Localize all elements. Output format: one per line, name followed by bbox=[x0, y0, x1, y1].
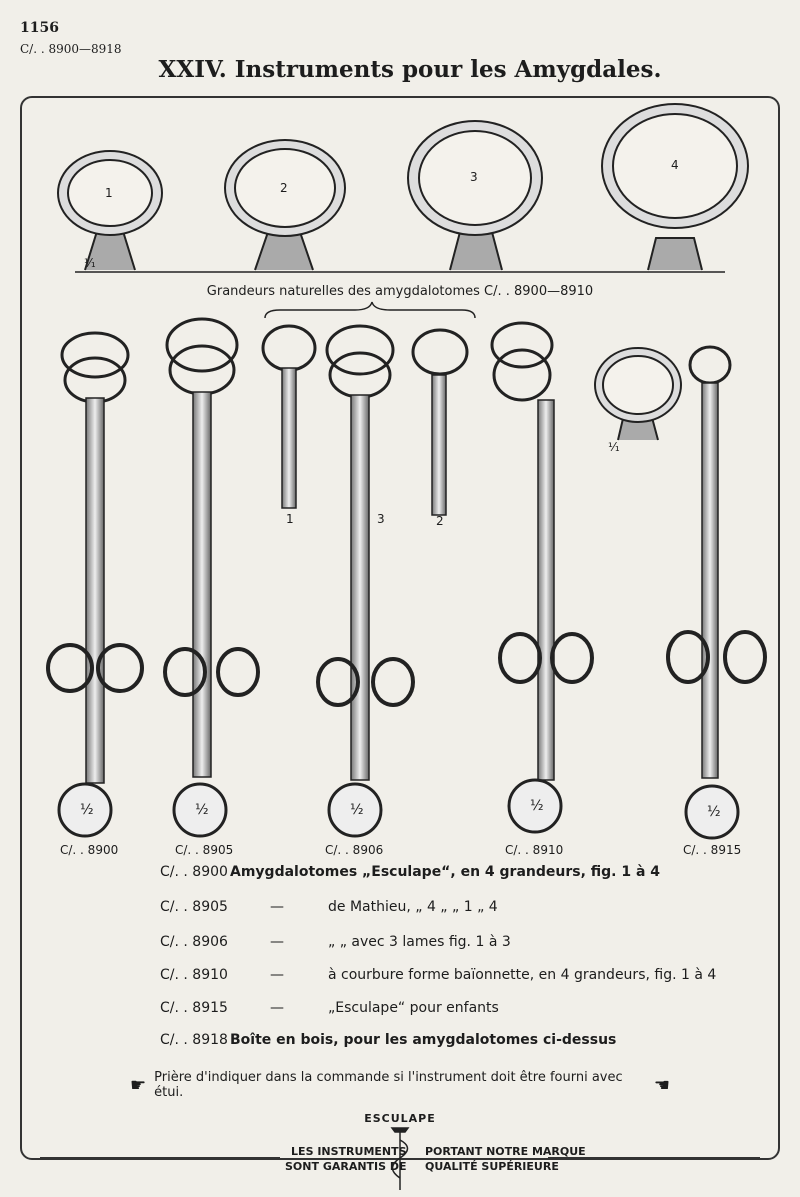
item-description: Amygdalotomes „Esculape“, en 4 grandeurs, fig. 1 à 4 bbox=[230, 864, 661, 880]
blade-label-2: 2 bbox=[436, 514, 444, 528]
blade-small-1 bbox=[263, 326, 315, 508]
blade-figure-2 bbox=[225, 140, 345, 270]
order-note bbox=[130, 1070, 670, 1100]
item-description: à courbure forme baïonnette, en 4 grandeurs, fig. 1 à 4 bbox=[328, 967, 717, 983]
page-title: XXIV. Instruments pour les Amygdales. bbox=[158, 56, 662, 83]
half-mark: ½ bbox=[350, 802, 364, 818]
item-code: C/. . 8900 bbox=[160, 864, 228, 880]
instrument-8905 bbox=[165, 319, 258, 836]
figure-label-3: 3 bbox=[470, 170, 478, 184]
item-description: „Esculape“ pour enfants bbox=[328, 1000, 499, 1016]
scale-label: ¹⁄₁ bbox=[84, 256, 96, 270]
instrument-8915 bbox=[668, 347, 765, 838]
footer-left-line-2: SONT GARANTIS DE bbox=[285, 1160, 407, 1173]
blade-figure-4 bbox=[602, 104, 748, 270]
footer-guarantee-right bbox=[425, 1144, 586, 1174]
figure-label-4: 4 bbox=[671, 158, 679, 172]
blade-small-2 bbox=[413, 330, 467, 515]
blade-label-1: 1 bbox=[286, 512, 294, 526]
brace bbox=[265, 302, 475, 318]
figure-label-1: 1 bbox=[105, 186, 113, 200]
blade-label-3: 3 bbox=[377, 512, 385, 526]
item-dash: — bbox=[270, 1000, 284, 1016]
item-code: C/. . 8918 bbox=[160, 1032, 228, 1048]
item-description: de Mathieu, „ 4 „ „ 1 „ 4 bbox=[328, 899, 498, 915]
item-description: „ „ avec 3 lames fig. 1 à 3 bbox=[328, 934, 511, 950]
item-code: C/. . 8910 bbox=[160, 967, 228, 983]
footer-right-line-1: PORTANT NOTRE MARQUE bbox=[425, 1145, 586, 1158]
pointing-hand-icon: ☚ bbox=[653, 1074, 670, 1096]
instrument-label-8910: C/. . 8910 bbox=[505, 843, 564, 857]
figure-label-2: 2 bbox=[280, 181, 288, 195]
item-dash: — bbox=[270, 899, 284, 915]
instrument-8900 bbox=[48, 333, 142, 836]
half-mark: ½ bbox=[195, 802, 209, 818]
catalog-range: C/. . 8900—8918 bbox=[20, 42, 122, 56]
item-description: Boîte en bois, pour les amygdalotomes ci-dessus bbox=[230, 1032, 617, 1048]
blade-figure-3 bbox=[408, 121, 542, 270]
instrument-8910 bbox=[492, 323, 592, 832]
instrument-label-8905: C/. . 8905 bbox=[175, 843, 234, 857]
item-code: C/. . 8915 bbox=[160, 1000, 228, 1016]
order-note-text: Prière d'indiquer dans la commande si l'instrument doit être fourni avec étui. bbox=[154, 1070, 623, 1100]
blade-figure-small bbox=[595, 348, 681, 440]
page-number: 1156 bbox=[20, 20, 59, 36]
half-mark: ½ bbox=[80, 802, 94, 818]
instrument-label-8906: C/. . 8906 bbox=[325, 843, 384, 857]
item-dash: — bbox=[270, 967, 284, 983]
brand-name: ESCULAPE bbox=[364, 1112, 436, 1125]
small-scale-label: ¹⁄₁ bbox=[608, 440, 620, 454]
item-dash: — bbox=[270, 934, 284, 950]
half-mark: ½ bbox=[530, 798, 544, 814]
footer-right-line-2: QUALITÉ SUPÉRIEURE bbox=[425, 1160, 559, 1173]
sizes-caption: Grandeurs naturelles des amygdalotomes C/. . 8900—8910 bbox=[206, 284, 594, 299]
instrument-8906 bbox=[318, 326, 413, 836]
instrument-label-8915: C/. . 8915 bbox=[683, 843, 742, 857]
item-code: C/. . 8905 bbox=[160, 899, 228, 915]
pointing-hand-icon: ☛ bbox=[130, 1074, 147, 1096]
blade-figure-1 bbox=[58, 151, 162, 270]
item-code: C/. . 8906 bbox=[160, 934, 228, 950]
footer-guarantee-left bbox=[285, 1144, 407, 1174]
footer-left-line-1: LES INSTRUMENTS bbox=[291, 1145, 407, 1158]
instrument-label-8900: C/. . 8900 bbox=[60, 843, 119, 857]
half-mark: ½ bbox=[707, 804, 721, 820]
footer-rule-left bbox=[40, 1157, 280, 1158]
